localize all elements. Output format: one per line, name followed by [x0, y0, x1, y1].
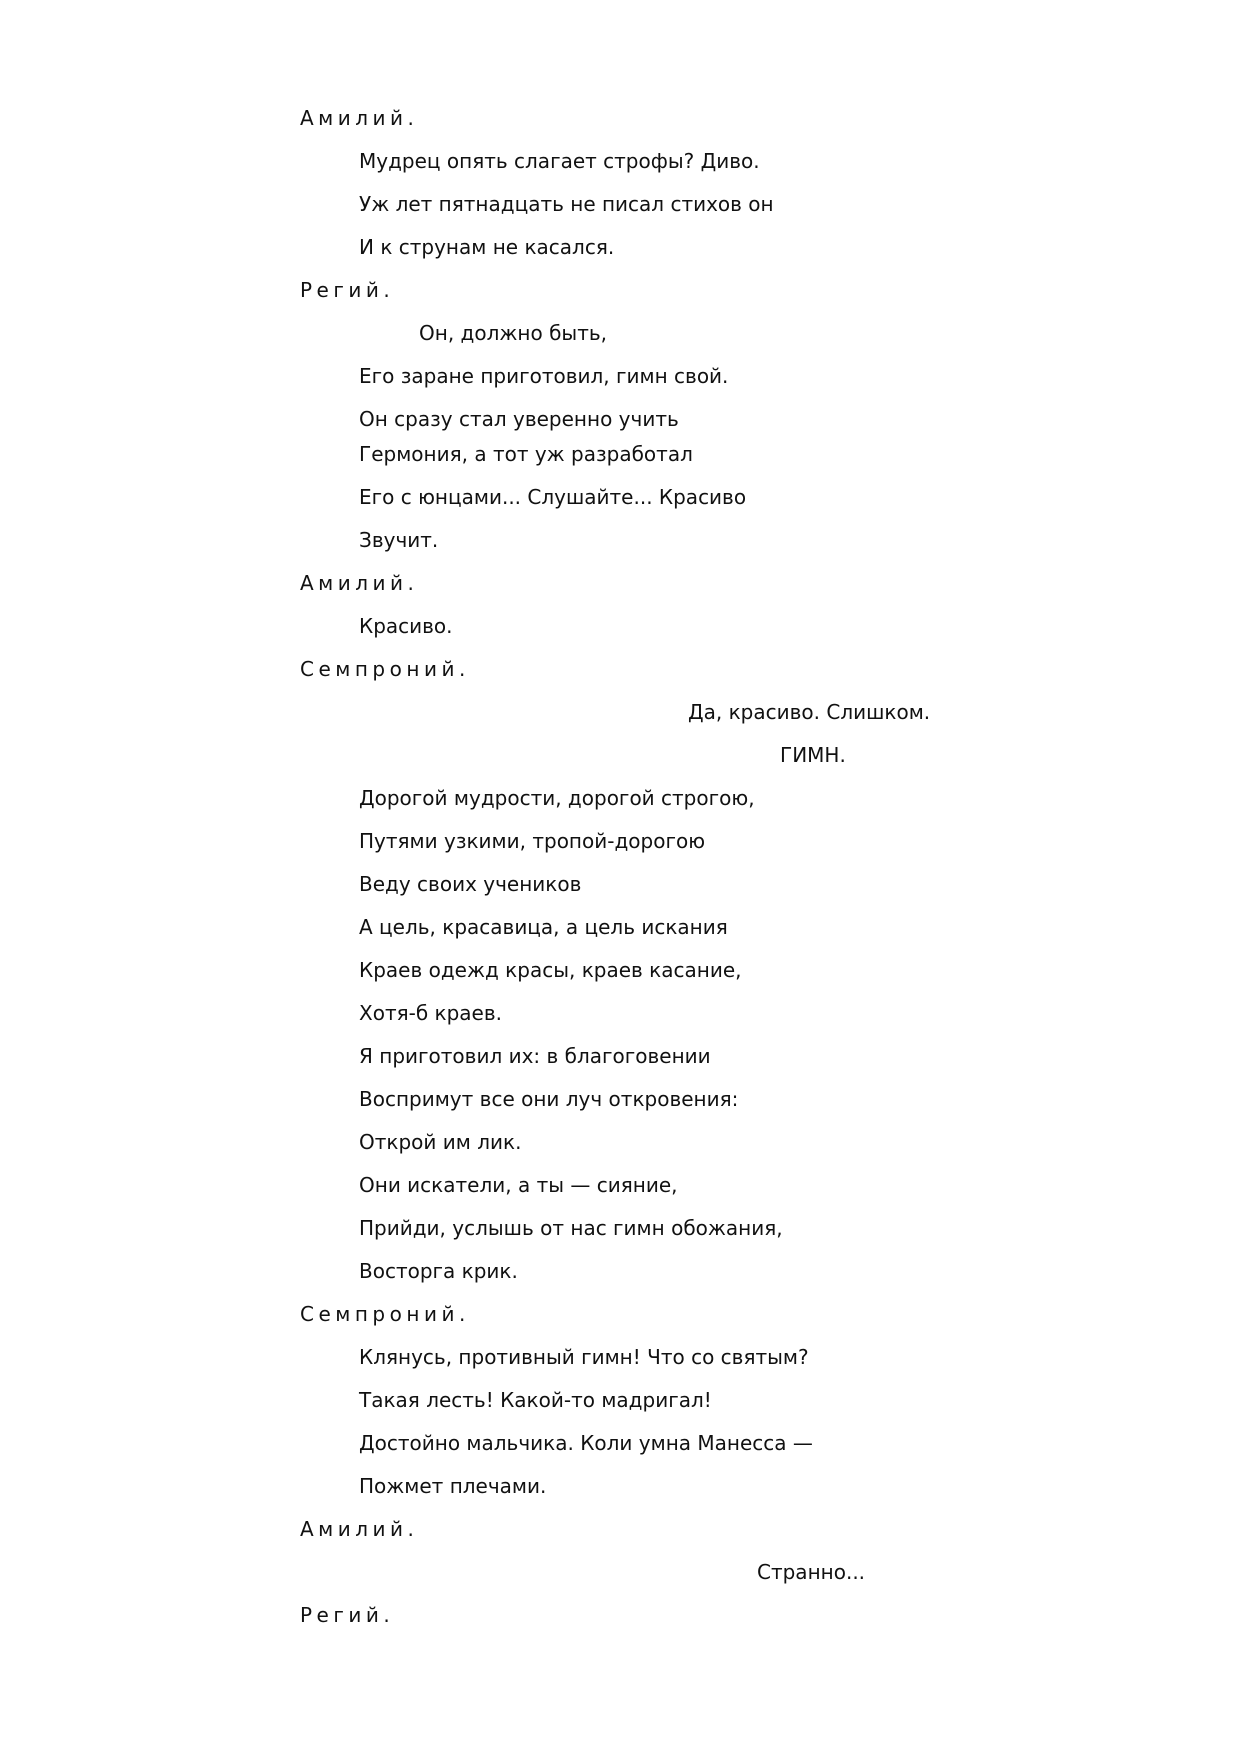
verse-line: Восторга крик. — [359, 1259, 518, 1283]
verse-line: Его с юнцами... Слушайте... Красиво — [359, 485, 747, 509]
speaker-name: Регий. — [300, 278, 395, 302]
verse-line: Уж лет пятнадцать не писал стихов он — [359, 192, 774, 216]
verse-line: Открой им лик. — [359, 1130, 522, 1154]
verse-line: Звучит. — [359, 528, 439, 552]
hymn-title: ГИМН. — [780, 743, 846, 767]
verse-line: Веду своих учеников — [359, 872, 582, 896]
verse-line: Он, должно быть, — [419, 321, 607, 345]
speaker-name: Амилий. — [300, 571, 419, 595]
verse-line: Его заране приготовил, гимн свой. — [359, 364, 729, 388]
verse-line: Мудрец опять слагает строфы? Диво. — [359, 149, 760, 173]
speaker-name: Амилий. — [300, 1517, 419, 1541]
verse-line: Гермония, а тот уж разработал — [359, 442, 693, 466]
verse-line: Красиво. — [359, 614, 453, 638]
verse-line: Они искатели, а ты — сияние, — [359, 1173, 678, 1197]
verse-line: Странно... — [757, 1560, 866, 1584]
verse-line: Пожмет плечами. — [359, 1474, 547, 1498]
verse-line: Воспримут все они луч откровения: — [359, 1087, 739, 1111]
verse-line: И к струнам не касался. — [359, 235, 615, 259]
verse-line: Прийди, услышь от нас гимн обожания, — [359, 1216, 783, 1240]
verse-line: Да, красиво. Слишком. — [688, 700, 931, 724]
verse-line: Краев одежд красы, краев касание, — [359, 958, 742, 982]
verse-line: Клянусь, противный гимн! Что со святым? — [359, 1345, 809, 1369]
speaker-name: Семпроний. — [300, 657, 470, 681]
verse-line: Дорогой мудрости, дорогой строгою, — [359, 786, 755, 810]
speaker-name: Регий. — [300, 1603, 395, 1627]
verse-line: Достойно мальчика. Коли умна Манесса — — [359, 1431, 813, 1455]
verse-line: Путями узкими, тропой-дорогою — [359, 829, 706, 853]
verse-line: Хотя-б краев. — [359, 1001, 503, 1025]
speaker-name: Амилий. — [300, 106, 419, 130]
verse-line: А цель, красавица, а цель искания — [359, 915, 728, 939]
verse-line: Он сразу стал уверенно учить — [359, 407, 679, 431]
speaker-name: Семпроний. — [300, 1302, 470, 1326]
verse-line: Такая лесть! Какой-то мадригал! — [359, 1388, 712, 1412]
verse-line: Я приготовил их: в благоговении — [359, 1044, 711, 1068]
